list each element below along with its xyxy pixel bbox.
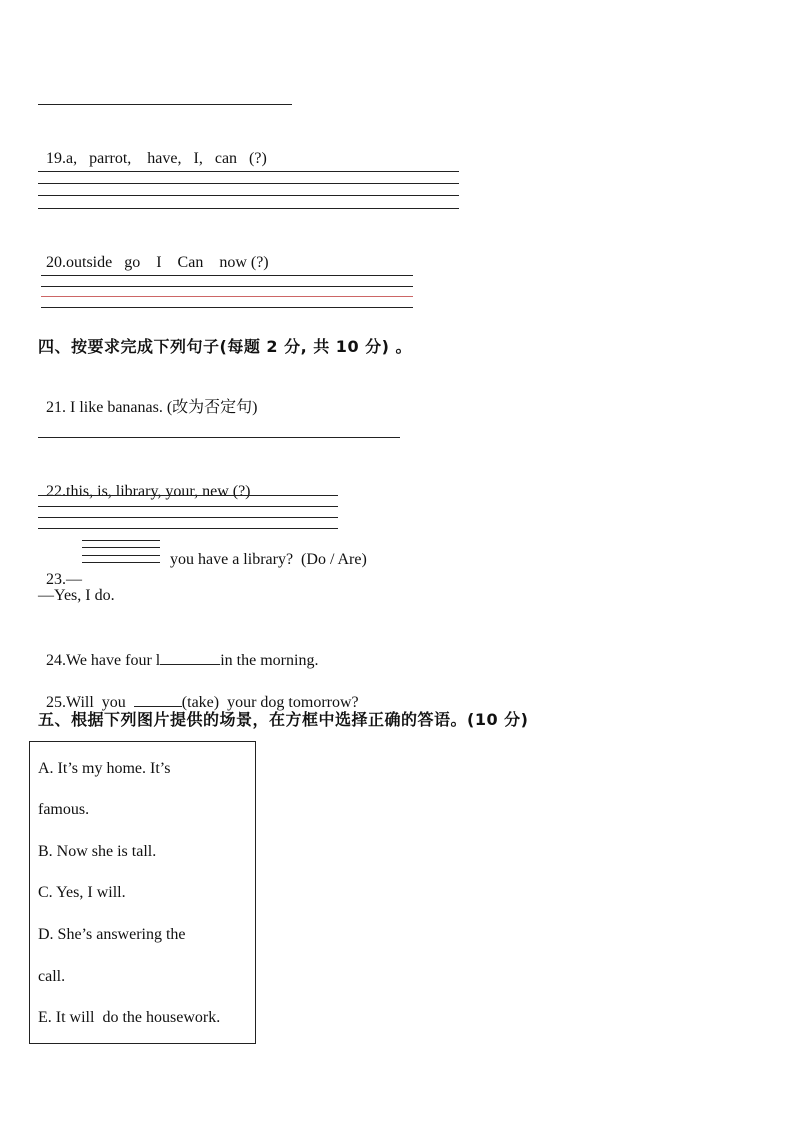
option-line: call. (38, 968, 66, 985)
dialogue-dash: — (66, 571, 82, 588)
question-text: this, is, library, your, new (?) (66, 483, 251, 500)
question-number: 24. (46, 652, 66, 669)
question-text-after: in the morning. (220, 652, 319, 669)
question-number: 19. (46, 150, 66, 167)
question-text: a, parrot, have, I, can (?) (66, 150, 267, 167)
writing-line (38, 528, 338, 529)
section-heading: 四、按要求完成下列句子(每题 2 分, 共 10 分) 。 (38, 337, 413, 356)
question-text-after: (take) your dog tomorrow? (181, 694, 359, 711)
writing-line (38, 495, 338, 496)
question-number: 22. (46, 483, 66, 500)
fill-blank (160, 648, 220, 665)
writing-line (38, 506, 338, 507)
question-number: 23. (46, 571, 66, 588)
question-text-before: We have four l (66, 652, 161, 669)
question-number: 20. (46, 254, 66, 271)
question-number: 25. (46, 694, 66, 711)
question-20 (38, 233, 269, 273)
question-text: you have a library? (Do / Are) (166, 551, 367, 568)
fill-blank (134, 690, 182, 707)
answer-line (38, 104, 292, 105)
option-line: famous. (38, 801, 90, 818)
answer-text: —Yes, I do. (38, 587, 115, 604)
question-text: I like bananas. (改为否定句) (66, 399, 258, 416)
question-text-before: Will you (66, 694, 134, 711)
answer-line (38, 437, 400, 438)
writing-line (38, 517, 338, 518)
section-heading: 五、根据下列图片提供的场景，在方框中选择正确的答语。(10 分) (38, 710, 529, 729)
fill-blank-line (82, 562, 160, 563)
writing-line (41, 275, 413, 276)
option-line: B. Now she is tall. (38, 843, 157, 860)
writing-line (41, 296, 413, 297)
writing-line (41, 307, 413, 308)
question-24 (38, 628, 318, 671)
writing-line (38, 183, 459, 184)
question-23 (38, 550, 82, 590)
option-line: C. Yes, I will. (38, 884, 126, 901)
fill-blank-line (82, 540, 160, 541)
writing-line (38, 171, 459, 172)
fill-blank-line (82, 555, 160, 556)
option-line: D. She’s answering the (38, 926, 186, 943)
question-21 (38, 378, 258, 418)
question-19 (38, 129, 267, 169)
writing-line (38, 195, 459, 196)
fill-blank-line (82, 547, 160, 548)
question-number: 21. (46, 399, 66, 416)
writing-line (38, 208, 459, 209)
option-line: A. It’s my home. It’s (38, 760, 171, 777)
question-text: outside go I Can now (?) (66, 254, 269, 271)
question-25 (38, 670, 359, 713)
option-line: E. It will do the housework. (38, 1009, 221, 1026)
question-22 (38, 462, 251, 502)
writing-line (41, 286, 413, 287)
